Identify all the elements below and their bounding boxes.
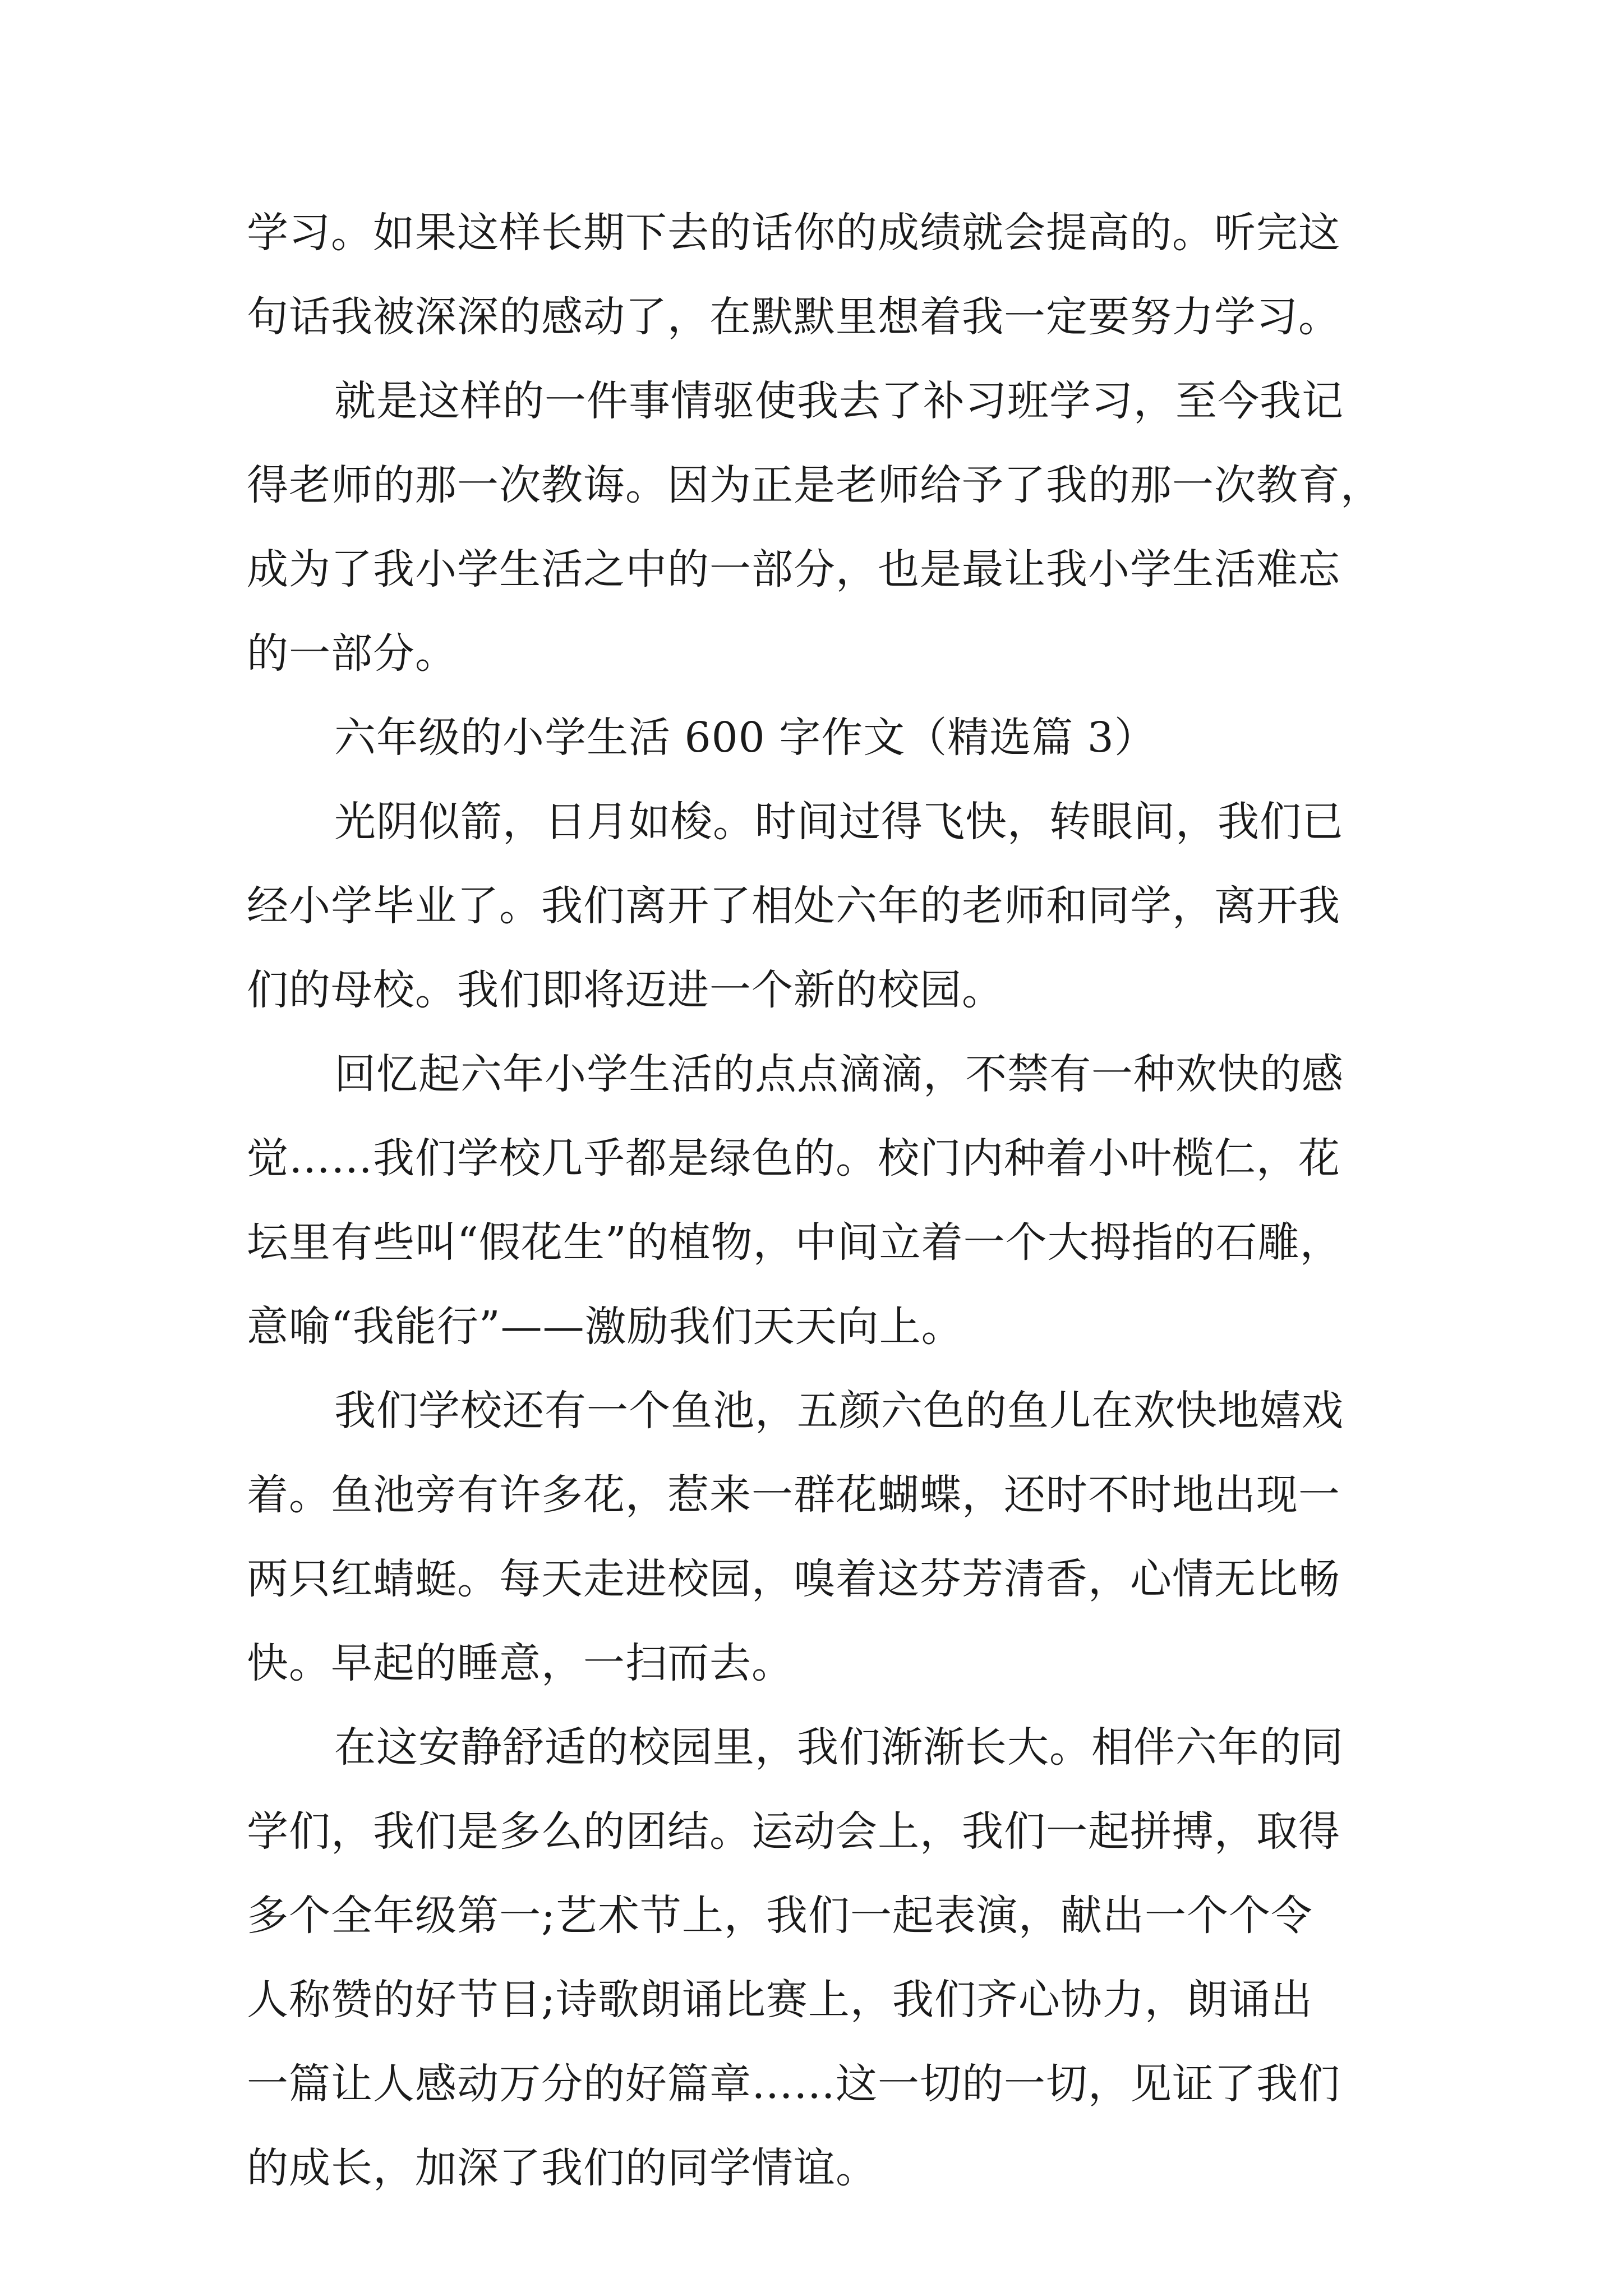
text-line: 坛里有些叫“假花生”的植物，中间立着一个大拇指的石雕， (247, 1218, 1342, 1267)
text-line: 的成长，加深了我们的同学情谊。 (247, 2144, 878, 2192)
document-body (247, 191, 1391, 2210)
paragraph-first-line: 回忆起六年小学生活的点点滴滴，不禁有一种欢快的感 (334, 1050, 1344, 1098)
text-line: 一篇让人感动万分的好篇章……这一切的一切，见证了我们 (247, 2060, 1340, 2108)
text-line: 觉……我们学校几乎都是绿色的。校门内种着小叶榄仁，花 (247, 1134, 1340, 1182)
text-line: 快。早起的睡意，一扫而去。 (247, 1639, 794, 1687)
text-line: 学习。如果这样长期下去的话你的成绩就会提高的。听完这 (247, 209, 1340, 257)
text-line: 多个全年级第一;艺术节上，我们一起表演，献出一个个令 (247, 1892, 1313, 1940)
text-line: 的一部分。 (247, 629, 457, 678)
paragraph-first-line: 就是这样的一件事情驱使我去了补习班学习，至今我记 (334, 377, 1344, 425)
text-line: 学们，我们是多么的团结。运动会上，我们一起拼搏，取得 (247, 1807, 1340, 1856)
text-line: 句话我被深深的感动了，在默默里想着我一定要努力学习。 (247, 293, 1340, 341)
text-line: 意喻“我能行”——激励我们天天向上。 (247, 1303, 963, 1351)
paragraph-first-line: 在这安静舒适的校园里，我们渐渐长大。相伴六年的同 (334, 1723, 1344, 1772)
text-line: 得老师的那一次教诲。因为正是老师给予了我的那一次教育， (247, 461, 1382, 509)
text-line: 人称赞的好节目;诗歌朗诵比赛上，我们齐心协力，朗诵出 (247, 1976, 1313, 2024)
text-line: 经小学毕业了。我们离开了相处六年的老师和同学，离开我 (247, 882, 1340, 930)
paragraph-first-line: 六年级的小学生活 600 字作文（精选篇 3） (334, 714, 1156, 762)
text-line: 两只红蜻蜓。每天走进校园，嗅着这芬芳清香，心情无比畅 (247, 1555, 1340, 1603)
text-line: 们的母校。我们即将迈进一个新的校园。 (247, 966, 1004, 1014)
text-line: 着。鱼池旁有许多花，惹来一群花蝴蝶，还时不时地出现一 (247, 1471, 1340, 1519)
paragraph-first-line: 光阴似箭，日月如梭。时间过得飞快，转眼间，我们已 (334, 798, 1344, 846)
text-line: 成为了我小学生活之中的一部分，也是最让我小学生活难忘 (247, 545, 1340, 593)
paragraph-first-line: 我们学校还有一个鱼池，五颜六色的鱼儿在欢快地嬉戏 (334, 1387, 1344, 1435)
